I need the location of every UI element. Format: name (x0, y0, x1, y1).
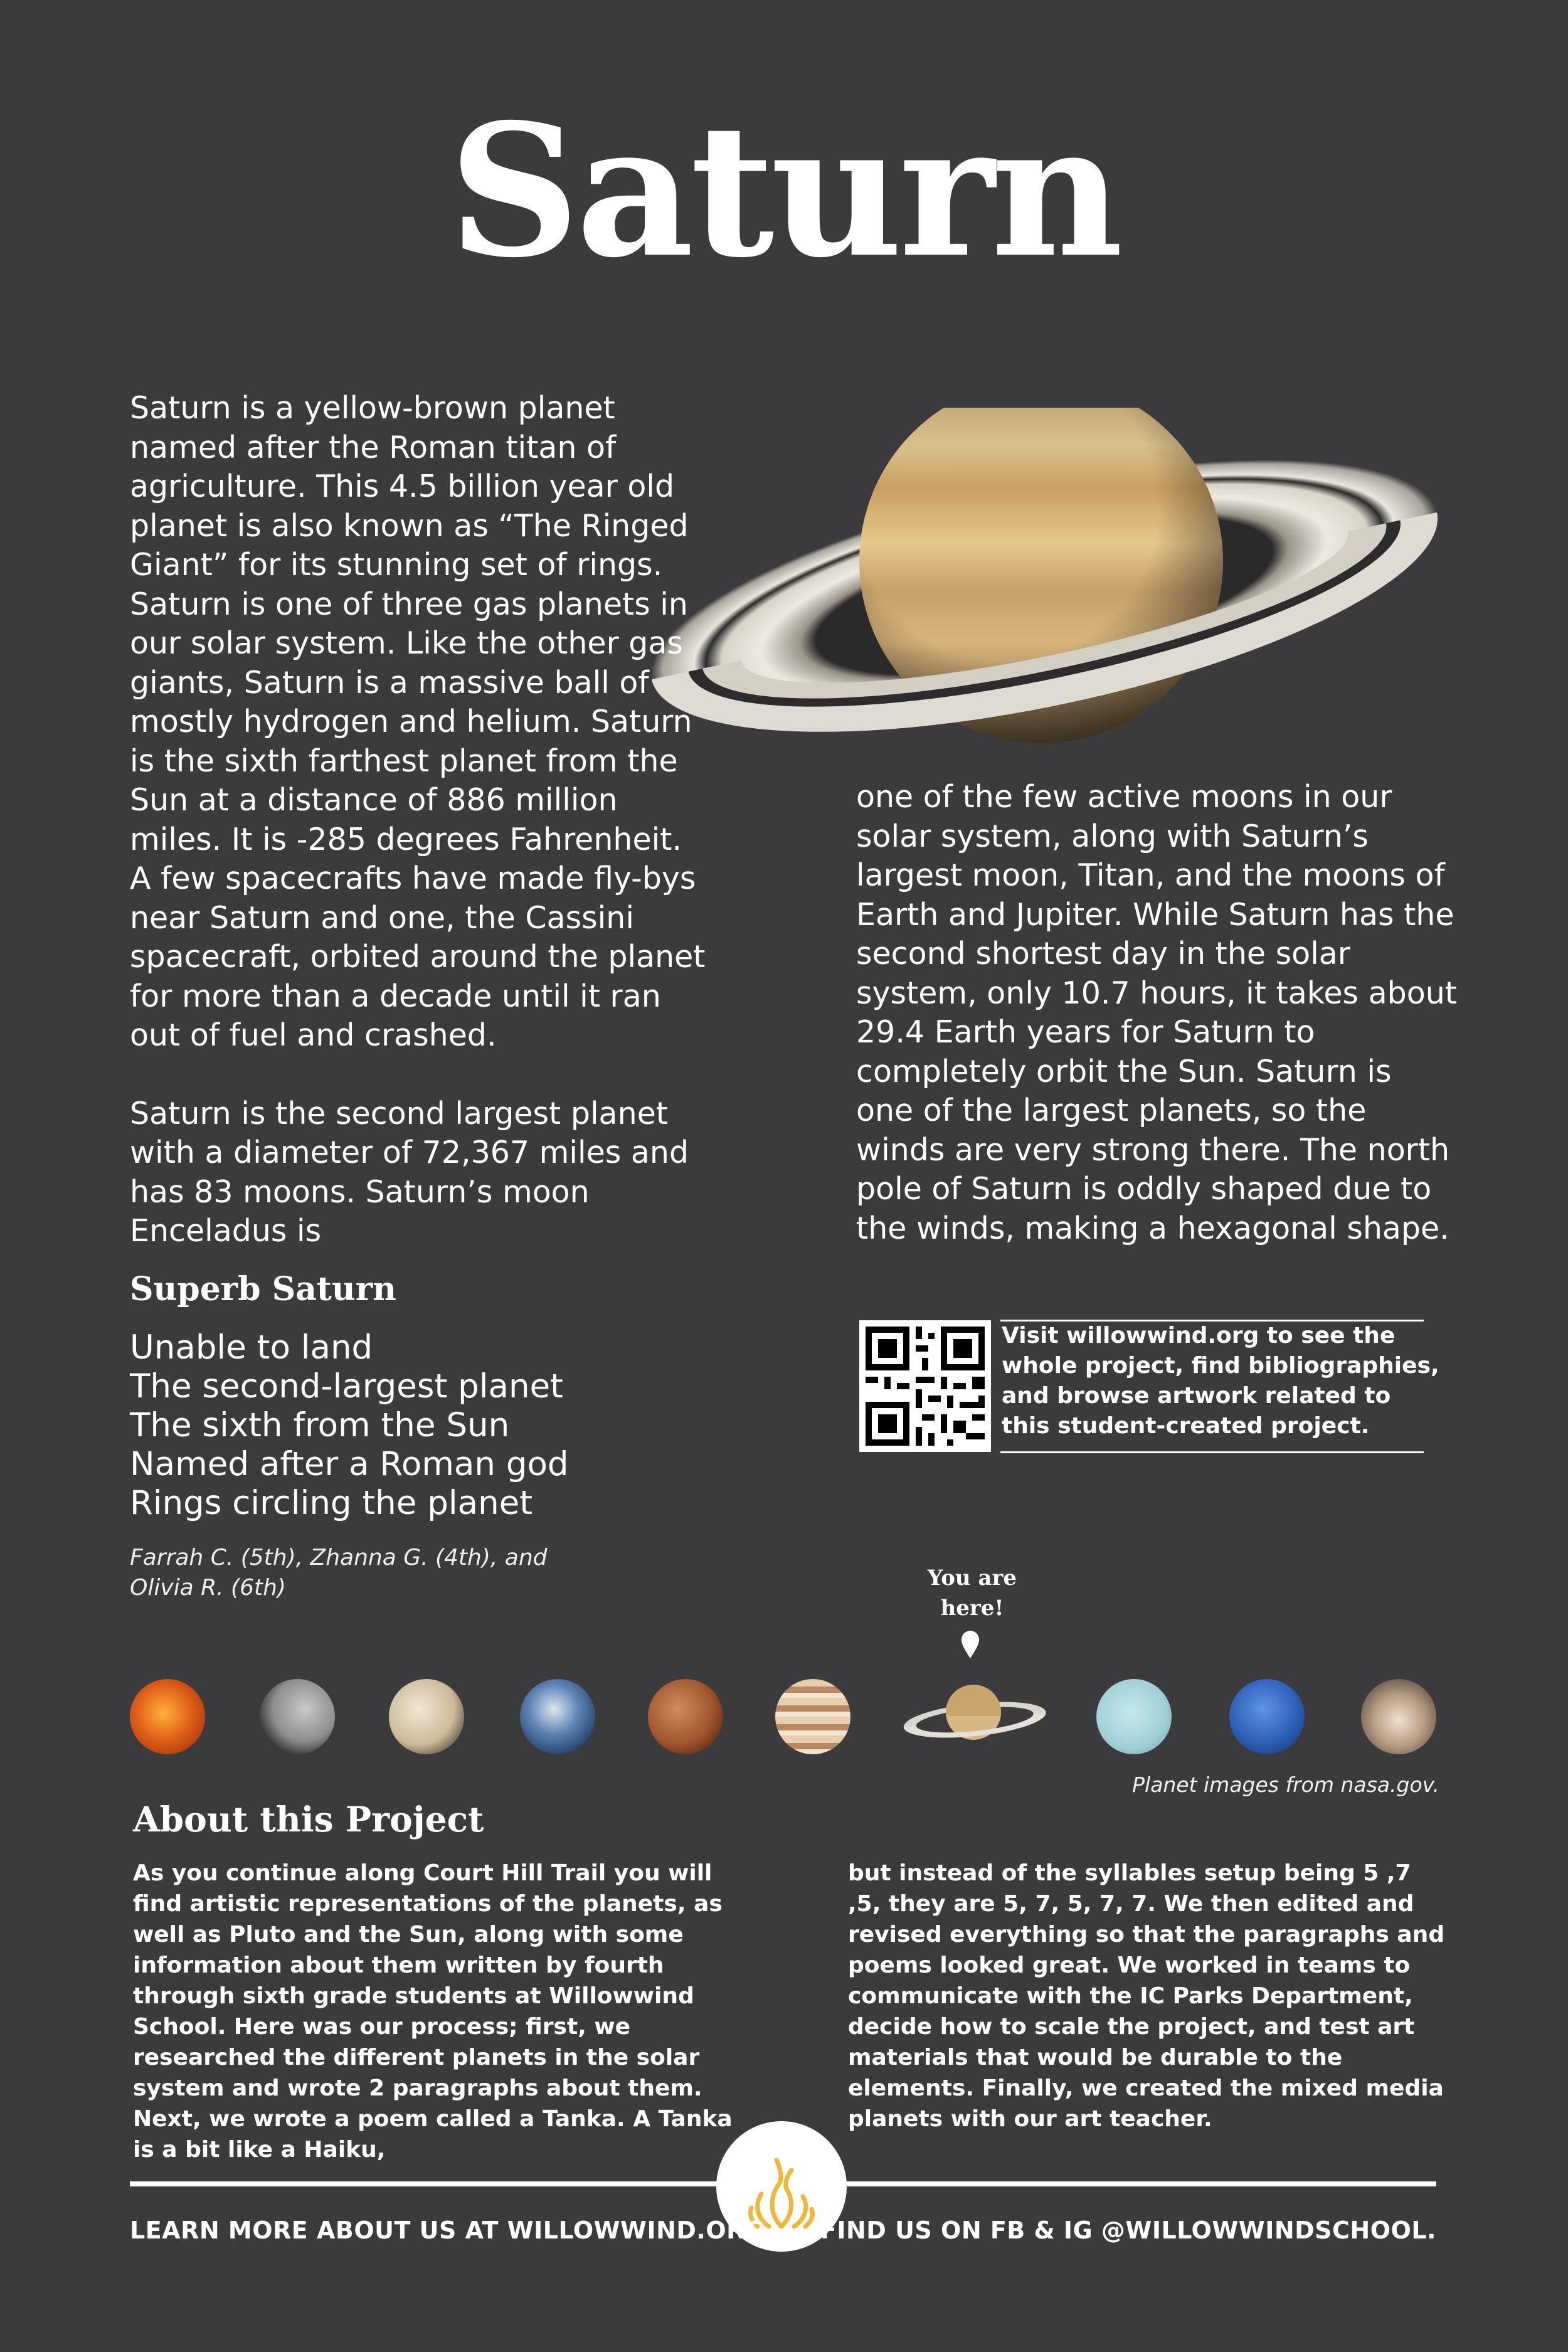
planet-earth (520, 1679, 595, 1754)
paragraph-intro: Saturn is a yellow-brown planet named after the Roman titan of agriculture. This 4.5 billion year old planet is also known as “The Ringed Giant” for its stunning set of rings. Saturn is one of three gas planets in our solar system. Like the other gas giants, Saturn is a massive ball of mostly hydrogen and helium. Saturn is the sixth farthest planet from the Sun at a distance of 886 million miles. It is -285 degrees Fahrenheit. A few spacecrafts have made fly-bys near Saturn and one, the Cassini spacecraft, orbited around the planet for more than a decade until it ran out of fuel and crashed. (130, 390, 706, 1053)
saturn-hero-image (621, 408, 1468, 784)
poem-credits: Farrah C. (5th), Zhanna G. (4th), and Olivia R. (6th) (130, 1545, 548, 1601)
poem-line: Named after a Roman god (130, 1445, 569, 1483)
planet-mars (648, 1679, 723, 1754)
qr-code[interactable] (859, 1320, 991, 1452)
planet-saturn (901, 1680, 1049, 1755)
qr-code-icon (859, 1320, 991, 1452)
planet-sun (130, 1679, 205, 1754)
poem-title: Superb Saturn (130, 1270, 396, 1308)
image-credit: Planet images from nasa.gov. (1132, 1772, 1439, 1797)
page-title: Saturn (448, 85, 1120, 298)
planet-jupiter (775, 1679, 850, 1754)
planet-venus (389, 1679, 464, 1754)
planet-mercury (260, 1679, 335, 1754)
footer-divider-left (130, 2181, 719, 2186)
about-paragraph-left: As you continue along Court Hill Trail you will find artistic representations of the planets, as well as Pluto and the Sun, along with some information about them written by fourth through sixth grade students at Willowwind School. Here was our process; first, we researched the different planets in the solar system and wrote 2 paragraphs about them. Next, we wrote a poem called a Tanka. A Tanka is a bit like a Haiku, (133, 1860, 733, 2163)
planet-uranus (1096, 1679, 1172, 1754)
about-title: About this Project (133, 1799, 484, 1840)
about-paragraph-right: but instead of the syllables setup being 5 ,7 ,5, they are 5, 7, 5, 7, 7. We then edited and revised everything so that the paragraphs and poems looked great. We worked in teams to communicate with the IC Parks Department, decide how to scale the project, and test art materials that would be durable to the elements. Finally, we created the mixed media planets with our art teacher. (848, 1860, 1445, 2132)
footer-social[interactable]: FIND US ON FB & IG @WILLOWWINDSCHOOL. (820, 2217, 1436, 2244)
poem-line: Unable to land (130, 1328, 373, 1367)
planet-neptune (1229, 1679, 1305, 1754)
poem-line: Rings circling the planet (130, 1484, 533, 1522)
poem-lines (130, 1328, 569, 1523)
footer-website[interactable]: LEARN MORE ABOUT US AT WILLOWWIND.ORG. (130, 2217, 775, 2244)
poem-line: The sixth from the Sun (130, 1406, 510, 1444)
you-are-here-label: You are here! (927, 1565, 1017, 1621)
qr-caption: Visit willowwind.org to see the whole project, find bibliographies, and browse artwork related to this student-created project. (1002, 1323, 1439, 1439)
paragraph-continued: one of the few active moons in our solar system, along with Saturn’s largest moon, Titan, and the moons of Earth and Jupiter. While Saturn has the second shortest day in the solar system, only 10.7 hours, it takes about 29.4 Earth years for Saturn to completely orbit the Sun. Saturn is one of the largest planets, so the winds are very strong there. The north pole of Saturn is oddly shaped due to the winds, making a hexagonal shape. (856, 779, 1458, 1246)
planet-pluto (1361, 1679, 1436, 1754)
footer-divider-right (844, 2181, 1436, 2186)
location-pin-icon (961, 1631, 980, 1660)
qr-divider-bottom (1000, 1451, 1424, 1453)
paragraph-size: Saturn is the second largest planet with a diameter of 72,367 miles and has 83 moons. Saturn’s moon Enceladus is (130, 1095, 689, 1249)
poem-line: The second-largest planet (130, 1367, 563, 1406)
intro-column (130, 389, 707, 1251)
